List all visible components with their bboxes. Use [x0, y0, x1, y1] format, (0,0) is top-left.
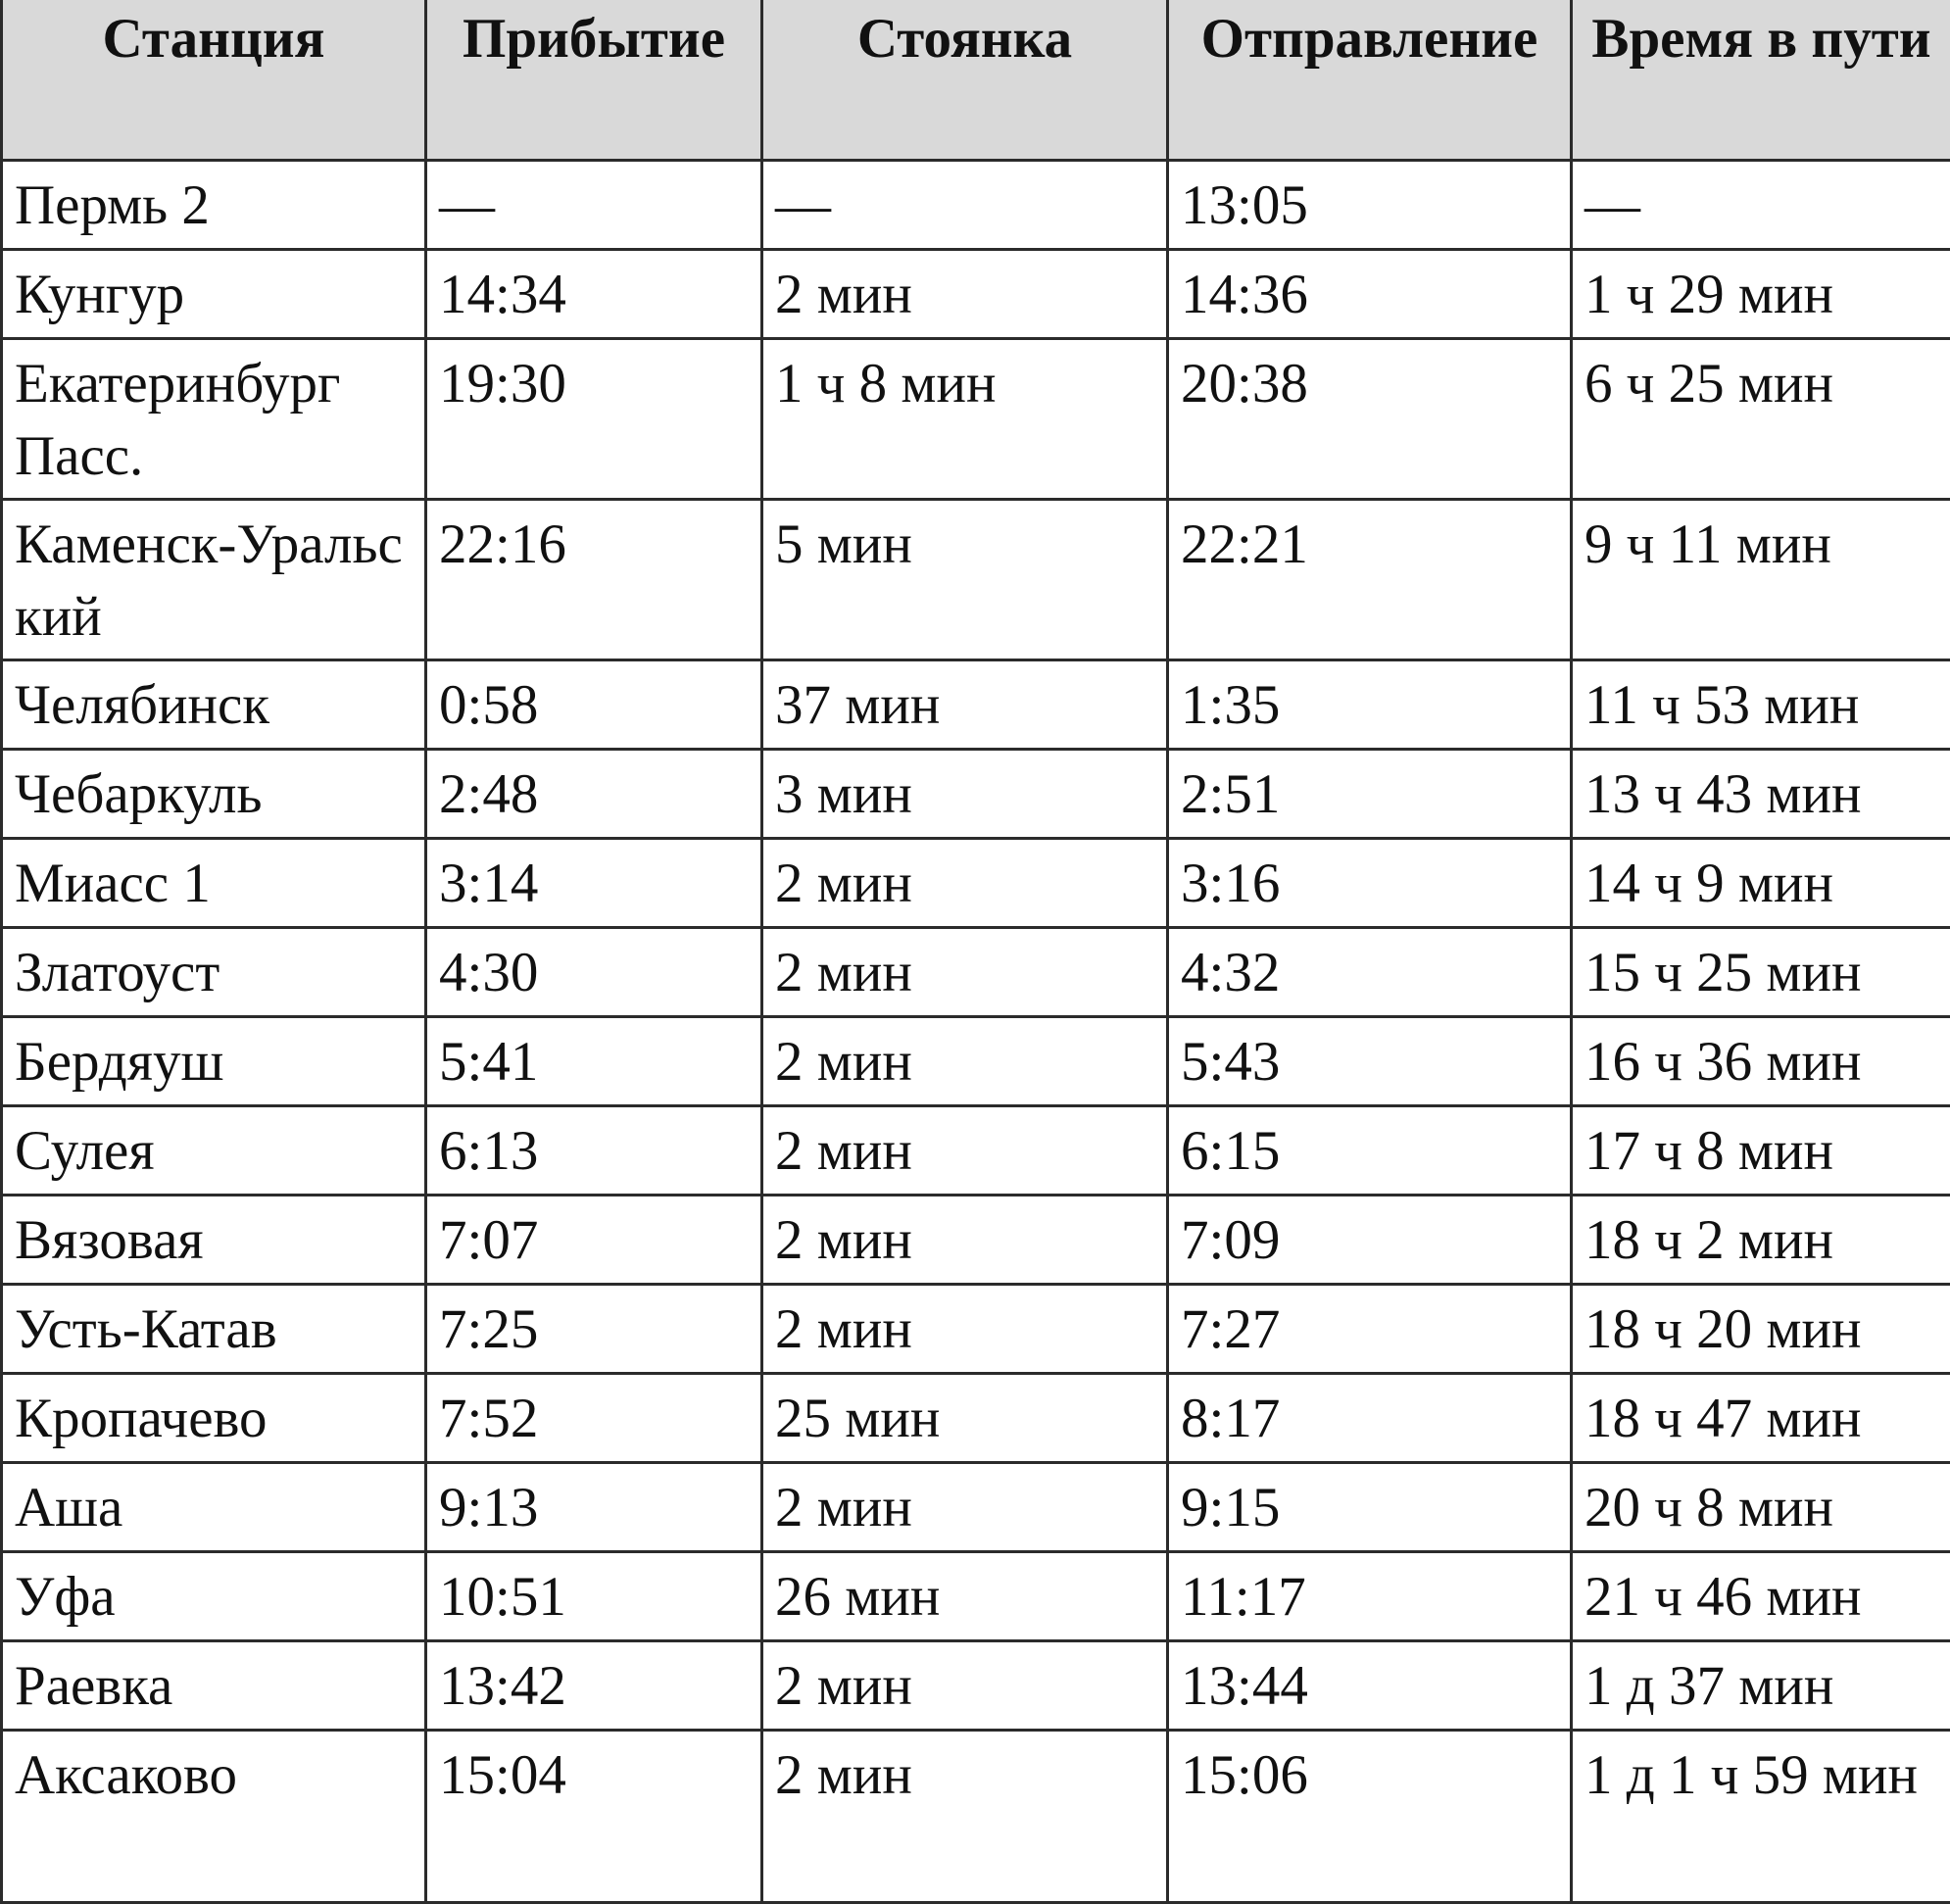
departure-cell: 11:17: [1168, 1552, 1572, 1641]
departure-cell: 14:36: [1168, 250, 1572, 339]
station-cell: Пермь 2: [2, 161, 426, 250]
station-cell: Златоуст: [2, 928, 426, 1017]
stop-cell: 2 мин: [762, 928, 1168, 1017]
travel-time-cell: 6 ч 25 мин: [1572, 339, 1950, 500]
stop-cell: 2 мин: [762, 1463, 1168, 1552]
stop-cell: 25 мин: [762, 1374, 1168, 1463]
table-row: [2, 339, 1950, 500]
arrival-cell: 14:34: [426, 250, 762, 339]
station-cell: Чебаркуль: [2, 750, 426, 839]
station-cell: Усть-Катав: [2, 1285, 426, 1374]
arrival-cell: 13:42: [426, 1641, 762, 1731]
stop-cell: 5 мин: [762, 500, 1168, 660]
header-departure: Отправление: [1168, 0, 1572, 161]
table-row: [2, 1374, 1950, 1463]
arrival-cell: 3:14: [426, 839, 762, 928]
stop-cell: 3 мин: [762, 750, 1168, 839]
arrival-cell: 22:16: [426, 500, 762, 660]
table-row: [2, 1641, 1950, 1731]
travel-time-cell: 20 ч 8 мин: [1572, 1463, 1950, 1552]
station-cell: Кропачево: [2, 1374, 426, 1463]
travel-time-cell: 9 ч 11 мин: [1572, 500, 1950, 660]
arrival-cell: 6:13: [426, 1106, 762, 1196]
travel-time-cell: —: [1572, 161, 1950, 250]
station-cell: Аша: [2, 1463, 426, 1552]
table-row: [2, 839, 1950, 928]
table-row: [2, 1196, 1950, 1285]
departure-cell: 20:38: [1168, 339, 1572, 500]
header-stop: Стоянка: [762, 0, 1168, 161]
station-cell: Миасс 1: [2, 839, 426, 928]
arrival-cell: 9:13: [426, 1463, 762, 1552]
arrival-cell: 4:30: [426, 928, 762, 1017]
departure-cell: 4:32: [1168, 928, 1572, 1017]
stop-cell: 2 мин: [762, 839, 1168, 928]
stop-cell: 2 мин: [762, 1285, 1168, 1374]
table-row: [2, 1731, 1950, 1903]
departure-cell: 13:44: [1168, 1641, 1572, 1731]
stop-cell: 37 мин: [762, 660, 1168, 750]
departure-cell: 6:15: [1168, 1106, 1572, 1196]
table-row: [2, 1017, 1950, 1106]
table-row: [2, 161, 1950, 250]
station-cell: Раевка: [2, 1641, 426, 1731]
arrival-cell: 5:41: [426, 1017, 762, 1106]
departure-cell: 22:21: [1168, 500, 1572, 660]
table-row: [2, 1463, 1950, 1552]
table-row: [2, 750, 1950, 839]
station-cell: Каменск-Уральский: [2, 500, 426, 660]
station-cell: Екатеринбург Пасс.: [2, 339, 426, 500]
stop-cell: —: [762, 161, 1168, 250]
departure-cell: 3:16: [1168, 839, 1572, 928]
station-cell: Сулея: [2, 1106, 426, 1196]
stop-cell: 2 мин: [762, 1731, 1168, 1903]
table-row: [2, 928, 1950, 1017]
travel-time-cell: 18 ч 2 мин: [1572, 1196, 1950, 1285]
departure-cell: 8:17: [1168, 1374, 1572, 1463]
arrival-cell: —: [426, 161, 762, 250]
table-row: [2, 250, 1950, 339]
travel-time-cell: 17 ч 8 мин: [1572, 1106, 1950, 1196]
station-cell: Аксаково: [2, 1731, 426, 1903]
travel-time-cell: 13 ч 43 мин: [1572, 750, 1950, 839]
table-row: [2, 500, 1950, 660]
stop-cell: 2 мин: [762, 1641, 1168, 1731]
arrival-cell: 15:04: [426, 1731, 762, 1903]
station-cell: Кунгур: [2, 250, 426, 339]
arrival-cell: 0:58: [426, 660, 762, 750]
departure-cell: 7:27: [1168, 1285, 1572, 1374]
stop-cell: 2 мин: [762, 1017, 1168, 1106]
arrival-cell: 10:51: [426, 1552, 762, 1641]
header-travel-time: Время в пути: [1572, 0, 1950, 161]
header-arrival: Прибытие: [426, 0, 762, 161]
departure-cell: 9:15: [1168, 1463, 1572, 1552]
arrival-cell: 7:25: [426, 1285, 762, 1374]
header-station: Станция: [2, 0, 426, 161]
stop-cell: 2 мин: [762, 1196, 1168, 1285]
departure-cell: 7:09: [1168, 1196, 1572, 1285]
stop-cell: 2 мин: [762, 1106, 1168, 1196]
travel-time-cell: 21 ч 46 мин: [1572, 1552, 1950, 1641]
departure-cell: 15:06: [1168, 1731, 1572, 1903]
departure-cell: 13:05: [1168, 161, 1572, 250]
arrival-cell: 19:30: [426, 339, 762, 500]
stop-cell: 2 мин: [762, 250, 1168, 339]
stop-cell: 26 мин: [762, 1552, 1168, 1641]
travel-time-cell: 16 ч 36 мин: [1572, 1017, 1950, 1106]
travel-time-cell: 18 ч 20 мин: [1572, 1285, 1950, 1374]
arrival-cell: 7:52: [426, 1374, 762, 1463]
travel-time-cell: 1 д 1 ч 59 мин: [1572, 1731, 1950, 1903]
travel-time-cell: 11 ч 53 мин: [1572, 660, 1950, 750]
arrival-cell: 2:48: [426, 750, 762, 839]
header-row: [2, 0, 1950, 161]
station-cell: Челябинск: [2, 660, 426, 750]
departure-cell: 2:51: [1168, 750, 1572, 839]
table-row: [2, 1285, 1950, 1374]
table-row: [2, 1106, 1950, 1196]
departure-cell: 5:43: [1168, 1017, 1572, 1106]
station-cell: Вязовая: [2, 1196, 426, 1285]
table-row: [2, 1552, 1950, 1641]
travel-time-cell: 1 ч 29 мин: [1572, 250, 1950, 339]
station-cell: Бердяуш: [2, 1017, 426, 1106]
travel-time-cell: 1 д 37 мин: [1572, 1641, 1950, 1731]
travel-time-cell: 18 ч 47 мин: [1572, 1374, 1950, 1463]
stop-cell: 1 ч 8 мин: [762, 339, 1168, 500]
arrival-cell: 7:07: [426, 1196, 762, 1285]
travel-time-cell: 15 ч 25 мин: [1572, 928, 1950, 1017]
travel-time-cell: 14 ч 9 мин: [1572, 839, 1950, 928]
departure-cell: 1:35: [1168, 660, 1572, 750]
table-row: [2, 660, 1950, 750]
station-cell: Уфа: [2, 1552, 426, 1641]
